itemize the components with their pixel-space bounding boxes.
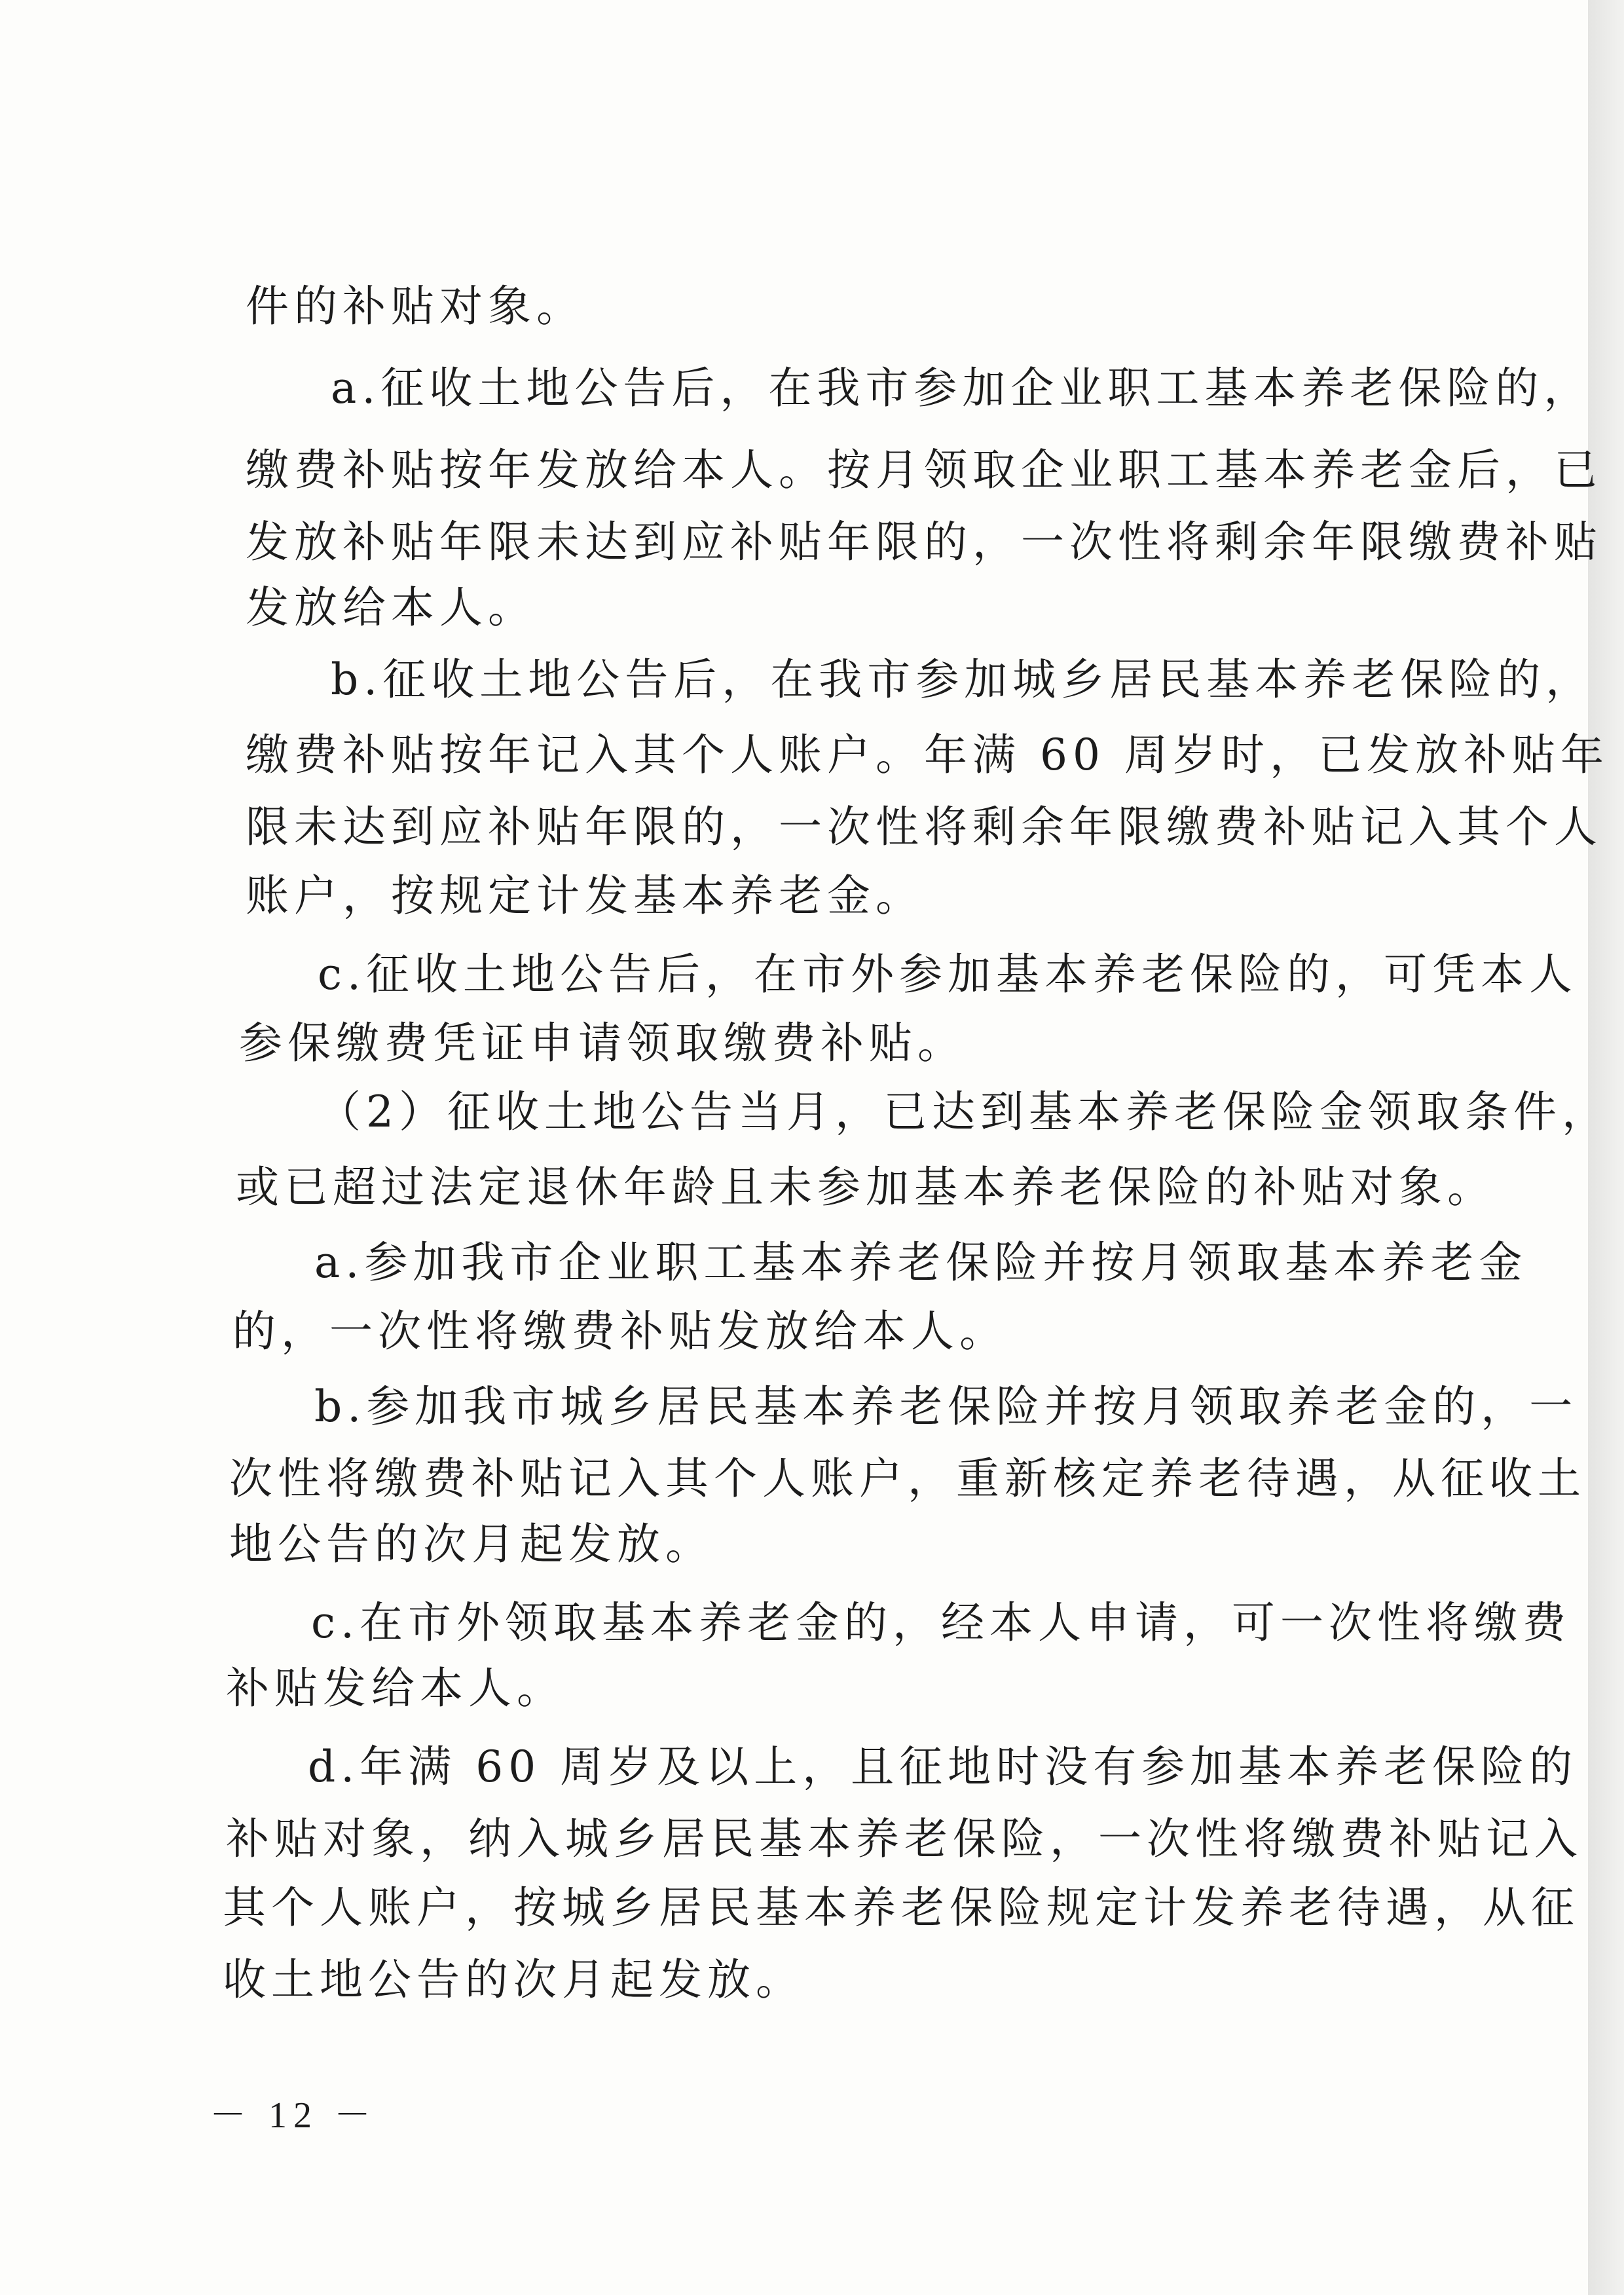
body-line: 补贴对象，纳入城乡居民基本养老保险，一次性将缴费补贴记入 xyxy=(226,1814,1583,1864)
body-line: 缴费补贴按年记入其个人账户。年满 60 周岁时，已发放补贴年 xyxy=(246,730,1609,780)
body-line: （2）征收土地公告当月，已达到基本养老保险金领取条件， xyxy=(318,1087,1610,1137)
page-edge xyxy=(1588,0,1624,2295)
body-line: 限未达到应补贴年限的，一次性将剩余年限缴费补贴记入其个人 xyxy=(246,802,1602,852)
body-line: 的，一次性将缴费补贴发放给本人。 xyxy=(232,1306,1008,1356)
body-line: 次性将缴费补贴记入其个人账户，重新核定养老待遇，从征收土 xyxy=(229,1453,1586,1504)
body-line: a.参加我市企业职工基本养老保险并按月领取基本养老金 xyxy=(314,1237,1528,1288)
body-line: 地公告的次月起发放。 xyxy=(229,1519,714,1569)
body-line: 或已超过法定退休年龄且未参加基本养老保险的补贴对象。 xyxy=(236,1162,1496,1212)
body-line: 缴费补贴按年发放给本人。按月领取企业职工基本养老金后，已 xyxy=(246,445,1602,495)
body-line: 补贴发给本人。 xyxy=(226,1663,565,1713)
page-number: － 12 － xyxy=(210,2095,377,2136)
body-line: 其个人账户，按城乡居民基本养老保险规定计发养老待遇，从征 xyxy=(223,1882,1579,1933)
body-line: 发放补贴年限未达到应补贴年限的，一次性将剩余年限缴费补贴 xyxy=(246,517,1602,567)
body-line: 发放给本人。 xyxy=(246,582,536,633)
body-line: b.参加我市城乡居民基本养老保险并按月领取养老金的，一 xyxy=(314,1381,1578,1432)
body-line: d.年满 60 周岁及以上，且征地时没有参加基本养老保险的 xyxy=(308,1742,1578,1792)
body-line: c.征收土地公告后，在市外参加基本养老保险的，可凭本人 xyxy=(318,949,1578,999)
body-line: c.在市外领取基本养老金的，经本人申请，可一次性将缴费 xyxy=(311,1597,1571,1648)
body-line: b.征收土地公告后，在我市参加城乡居民基本养老保险的， xyxy=(331,654,1595,705)
body-line: 参保缴费凭证申请领取缴费补贴。 xyxy=(239,1018,966,1068)
body-line: 件的补贴对象。 xyxy=(246,281,585,331)
body-line: a.征收土地公告后，在我市参加企业职工基本养老保险的， xyxy=(331,363,1593,413)
body-line: 账户，按规定计发基本养老金。 xyxy=(246,870,924,921)
body-line: 收土地公告的次月起发放。 xyxy=(223,1954,804,2005)
